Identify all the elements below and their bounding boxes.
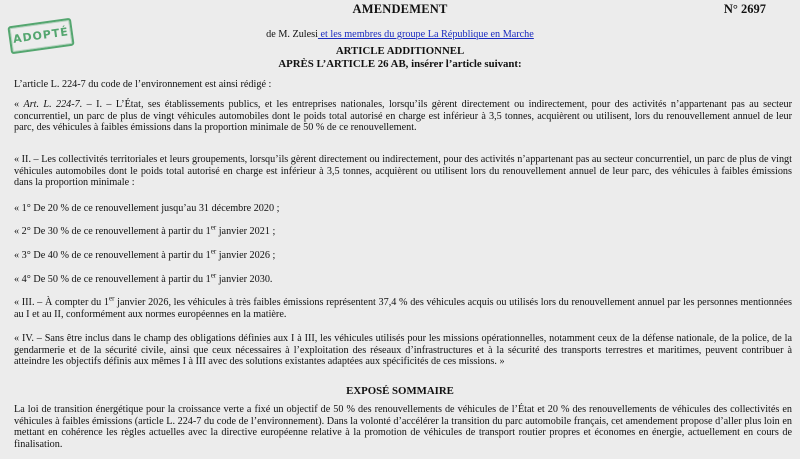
list-item-2-date: janvier 2021 ; — [216, 226, 276, 237]
open-quote: « — [14, 99, 24, 110]
article-title: ARTICLE ADDITIONNEL — [335, 45, 465, 57]
author-name: de M. Zulesi — [266, 29, 318, 40]
superscript-er: er — [108, 294, 115, 303]
list-item-3-text: « 3° De 40 % de ce renouvellement à partir du 1 — [14, 250, 211, 261]
list-item-2-text: « 2° De 30 % de ce renouvellement à partir du 1 — [14, 226, 211, 237]
superscript-er: er — [210, 247, 217, 256]
group-link[interactable]: et les membres du groupe La République en Marche — [317, 29, 534, 40]
article-subtitle: APRÈS L’ARTICLE 26 AB, insérer l’article suivant: — [278, 58, 522, 70]
paragraph-iv: « IV. – Sans être inclus dans le champ des obligations définies aux I à III, les véhicules utilisés pour les missions opérationnelles, notamment ceux de la défense nationale, de la police, de la gendarmerie et de la sécurité civile, ainsi que ceux nécessaires à l’exploitation des réseaux d’infrastructures et à la sécurité des transports terrestres et maritimes, peuvent contribuer à atteindre les objectifs définis aux mêmes I à III avec des solutions existantes adaptées aux spécificités de ces missions. » — [14, 333, 792, 368]
list-item-1: « 1° De 20 % de ce renouvellement jusqu’au 31 décembre 2020 ; — [14, 203, 280, 214]
list-item-3-date: janvier 2026 ; — [216, 250, 276, 261]
list-item-4-text: « 4° De 50 % de ce renouvellement à partir du 1 — [14, 274, 211, 285]
summary-title: EXPOSÉ SOMMAIRE — [346, 385, 454, 397]
authors-line — [0, 29, 800, 41]
superscript-er: er — [210, 271, 217, 280]
paragraph-i — [14, 99, 792, 134]
paragraph-iii-start: « III. – À compter du 1 — [14, 297, 109, 308]
summary-paragraph: La loi de transition énergétique pour la croissance verte a fixé un objectif de 50 % des renouvellements de véhicules de l’État et 20 % des renouvellements de véhicules des collectivités en véhicules à faibles émissions (article L. 224-7 du code de l’environnement). Dans la volonté d’accélérer la transition du parc automobile français, cet amendement propose d’aller plus loin en mettant en cohérence les règles actuelles avec la directive européenne relative à la promotion de véhicules de transport routier propres et économes en énergie, actuellement en cours de finalisation. — [14, 404, 792, 450]
list-item-2 — [14, 223, 792, 238]
paragraph-ii: « II. – Les collectivités territoriales et leurs groupements, lorsqu’ils gèrent directement ou indirectement, pour des activités n’appartenant pas au secteur concurrentiel, un parc de plus de vingt véhicules automobiles dont le poids total autorisé en charge est inférieur à 3,5 tonnes, acquièrent ou utilisent lors du renouvellement annuel de leur parc, des véhicules à faibles émissions dans la proportion minimale : — [14, 154, 792, 189]
list-item-3 — [14, 247, 792, 262]
paragraph-iii — [14, 294, 792, 320]
list-item-4 — [14, 271, 792, 286]
paragraph-i-text: – I. – L’État, ses établissements publics, et les entreprises nationales, lorsqu’ils gèrent directement ou indirectement, pour des activités n’appartenant pas au secteur concurrentiel, un parc de plus de vingt véhicules automobiles dont le poids total autorisé en charge est inférieur à 3,5 tonnes, acquièrent ou utilisent, lors du renouvellement annuel de leur parc, des véhicules à faibles émissions dans la proportion minimale de 50 % de ce renouvellement. — [14, 99, 793, 134]
list-item-4-date: janvier 2030. — [216, 274, 273, 285]
paragraph-iii-text: janvier 2026, les véhicules à très faibles émissions représentent 37,4 % des véhicules acquis ou utilisés lors du renouvellement annuel par les personnes mentionnées au I et au II, conformément aux normes européennes en la matière. — [14, 297, 792, 320]
document-title: AMENDEMENT — [352, 2, 448, 16]
article-reference: Art. L. 224-7. — [23, 99, 83, 110]
amendment-number: N° 2697 — [723, 2, 766, 16]
intro-paragraph: L’article L. 224-7 du code de l’environnement est ainsi rédigé : — [14, 79, 272, 90]
adopted-stamp: ADOPTÉ — [7, 18, 74, 55]
superscript-er: er — [210, 223, 217, 232]
